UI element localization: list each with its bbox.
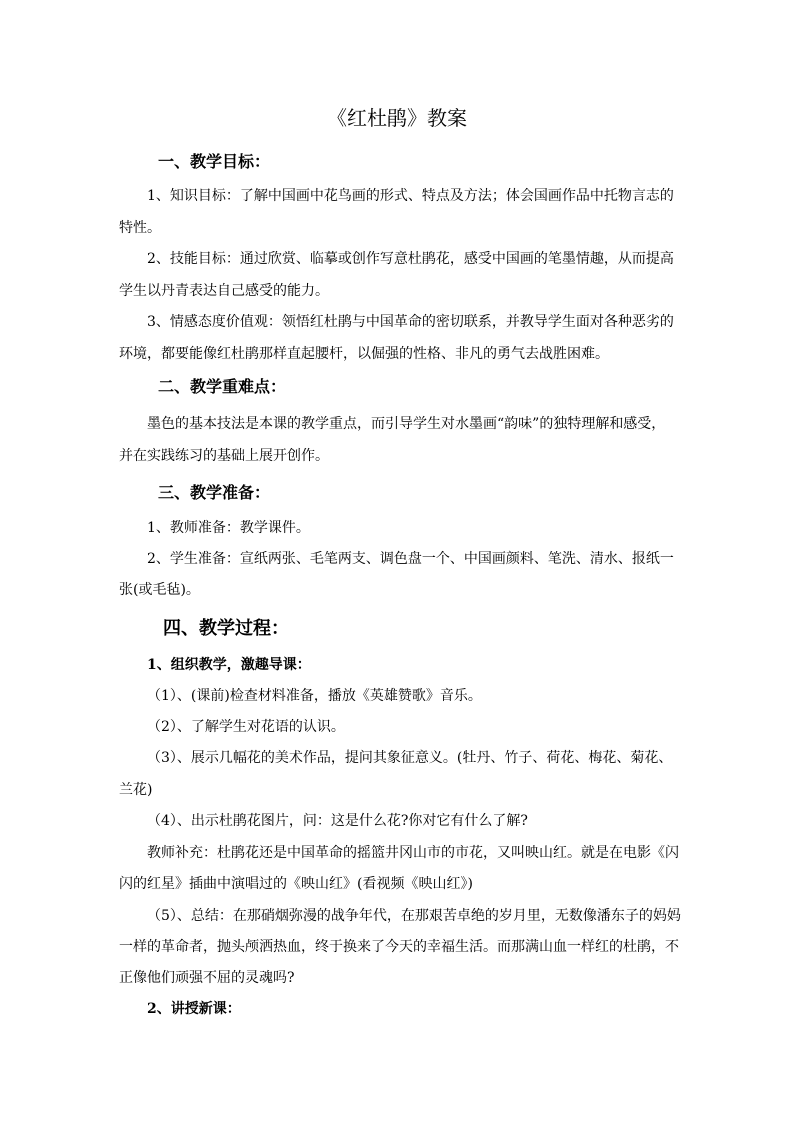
document-title: 《红杜鹃》教案 (327, 106, 467, 130)
goal-3-line-1: 3、情感态度价值观：领悟红杜鹃与中国革命的密切联系，并教导学生面对各种恶劣的 (147, 314, 674, 330)
section-heading-prep: 三、教学准备： (158, 483, 271, 502)
process-item-3-line-2: 兰花) (119, 782, 153, 798)
process-item-5-line-1: （5）、总结：在那硝烟弥漫的战争年代，在那艰苦卓绝的岁月里，无数像潘东子的妈妈 (147, 908, 681, 924)
process-item-3-line-1: （3）、展示几幅花的美术作品，提问其象征意义。(牡丹、竹子、荷花、梅花、菊花、 (147, 750, 673, 766)
prep-item-2-line-1: 2、学生准备：宣纸两张、毛笔两支、调色盘一个、中国画颜料、笔洗、清水、报纸一 (147, 551, 674, 567)
prep-item-1: 1、教师准备：教学课件。 (147, 520, 310, 536)
section-heading-goals: 一、教学目标： (158, 152, 271, 171)
process-item-1: （1）、(课前)检查材料准备，播放《英雄赞歌》音乐。 (147, 688, 482, 704)
goal-1-line-1: 1、知识目标：了解中国画中花鸟画的形式、特点及方法；体会国画作品中托物言志的 (147, 188, 674, 204)
prep-item-2-line-2: 张(或毛毡)。 (119, 582, 200, 598)
keypoints-line-2: 并在实践练习的基础上展开创作。 (119, 448, 329, 464)
section-heading-keypoints: 二、教学重难点： (158, 377, 287, 396)
goal-1-line-2: 特性。 (119, 220, 161, 236)
process-item-5-line-3: 正像他们顽强不屈的灵魂吗? (119, 970, 295, 986)
goal-2-line-2: 学生以丹青表达自己感受的能力。 (119, 283, 329, 299)
section-heading-process: 四、教学过程： (163, 618, 289, 639)
goal-3-line-2: 环境，都要能像红杜鹃那样直起腰杆，以倔强的性格、非凡的勇气去战胜困难。 (119, 346, 609, 362)
process-item-5-line-2: 一样的革命者，抛头颅洒热血，终于换来了今天的幸福生活。而那满山血一样红的杜鹃，不 (119, 939, 679, 955)
teacher-note-line-1: 教师补充：杜鹃花还是中国革命的摇篮井冈山市的市花，又叫映山红。就是在电影《闪 (147, 845, 679, 861)
keypoints-line-1: 墨色的基本技法是本课的教学重点，而引导学生对水墨画“韵味”的独特理解和感受， (147, 416, 666, 432)
process-item-4: （4）、出示杜鹃花图片，问：这是什么花?你对它有什么了解? (147, 813, 528, 829)
process-item-2: （2）、了解学生对花语的认识。 (147, 719, 345, 735)
goal-2-line-1: 2、技能目标：通过欣赏、临摹或创作写意杜鹃花，感受中国画的笔墨情趣，从而提高 (147, 251, 674, 267)
teacher-note-line-2: 闪的红星》插曲中演唱过的《映山红》(看视频《映山红》) (119, 876, 473, 892)
process-step-1-heading: 1、组织教学，激趣导课： (147, 657, 311, 673)
process-step-2-heading: 2、讲授新课： (147, 1001, 241, 1017)
